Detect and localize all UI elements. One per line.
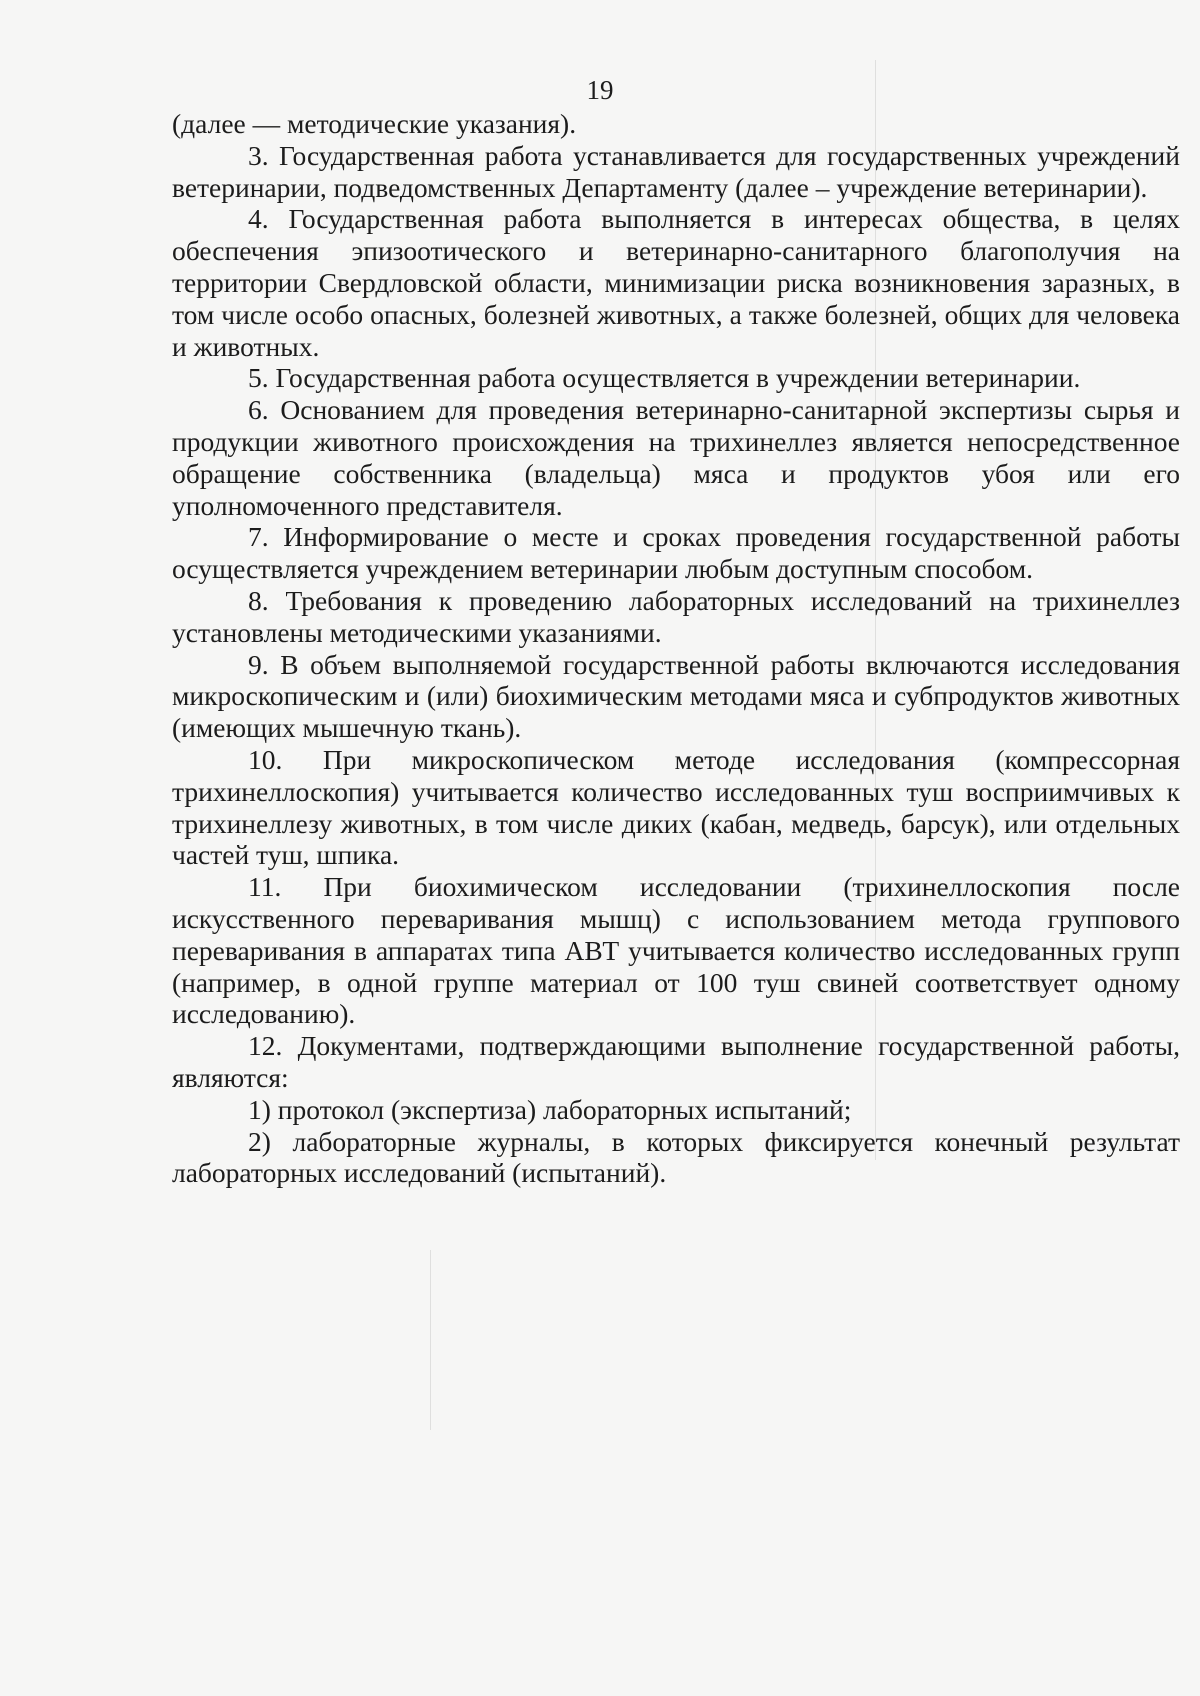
paragraph-continuation: (далее — методические указания). [172,108,577,139]
list-item-1: 1) протокол (экспертиза) лабораторных испытаний; [248,1093,852,1125]
scan-artifact [430,1250,431,1430]
paragraph-5: 5. Государственная работа осуществляется в учреждении ветеринарии. [248,362,1081,394]
paragraph-12: 12. Документами, подтверждающими выполнение государственной работы, являются: [172,1030,1180,1093]
paragraph-9: 9. В объем выполняемой государственной работы включаются исследования микроскопическим и (или) биохимическим методами мяса и субпродуктов животных (имеющих мышечную ткань). [172,648,1180,744]
document-body [172,108,1180,1189]
paragraph-11: 11. При биохимическом исследовании (трихинеллоскопия после искусственного переваривания мышц) с использованием метода группового переваривания в аппаратах типа АВТ учитывается количество исследованных групп (например, в одной группе материал от 100 туш свиней соответствует одному исследованию). [172,871,1180,1030]
paragraph-8: 8. Требования к проведению лабораторных исследований на трихинеллез установлены методическими указаниями. [172,584,1180,648]
list-item-2: 2) лабораторные журналы, в которых фиксируется конечный результат лабораторных исследований (испытаний). [172,1125,1180,1189]
paragraph-6: 6. Основанием для проведения ветеринарно-санитарной экспертизы сырья и продукции животного происхождения на трихинеллез является непосредственное обращение собственника (владельца) мяса и продуктов убоя или его уполномоченного представителя. [172,394,1180,521]
page-number: 19 [586,75,614,105]
paragraph-4: 4. Государственная работа выполняется в интересах общества, в целях обеспечения эпизоотического и ветеринарно-санитарного благополучия на территории Свердловской области, минимизации риска возникновения заразных, в том числе особо опасных, болезней животных, а также болезней, общих для человека и животных. [172,203,1180,362]
paragraph-7: 7. Информирование о месте и сроках проведения государственной работы осуществляется учреждением ветеринарии любым доступным способом. [172,521,1180,585]
paragraph-3: 3. Государственная работа устанавливается для государственных учреждений ветеринарии, подведомственных Департаменту (далее – учреждение ветеринарии). [172,139,1180,203]
paragraph-10: 10. При микроскопическом методе исследования (компрессорная трихинеллоскопия) учитывается количество исследованных туш восприимчивых к трихинеллезу животных, в том числе диких (кабан, медведь, барсук), или отдельных частей туш, шпика. [172,743,1180,871]
